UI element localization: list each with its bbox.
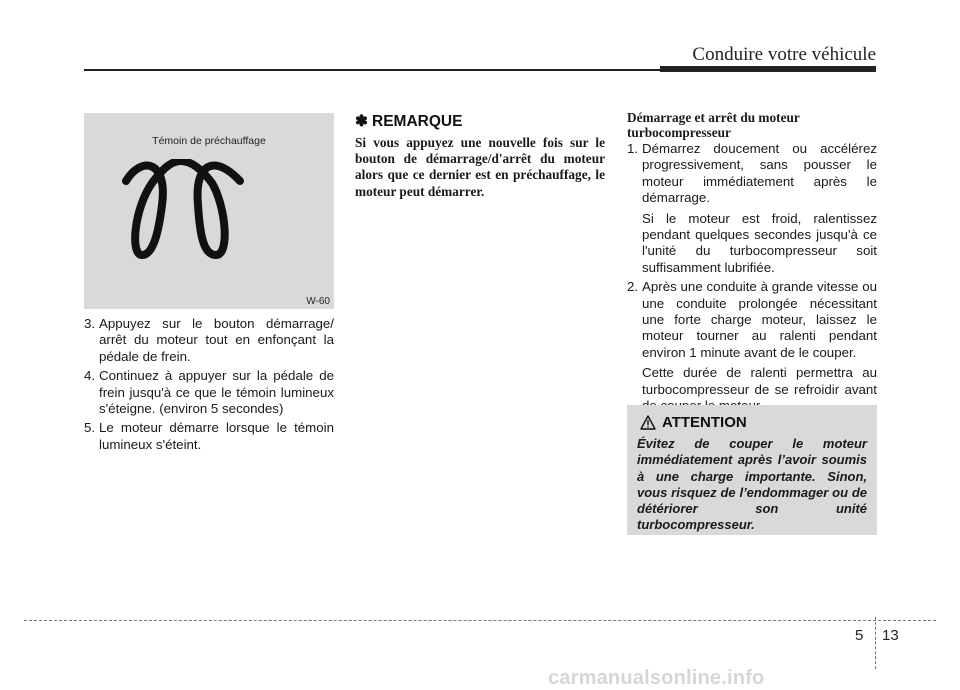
footer-divider: [875, 617, 876, 669]
watermark: carmanualsonline.info: [548, 667, 765, 689]
glow-plug-indicator-icon: [120, 159, 298, 259]
list-item: [84, 420, 334, 453]
start-steps-list: [84, 316, 334, 453]
step-text: Démarrez doucement ou accélérez progressivement, sans pousser le moteur immédiatement après le démarrage.: [642, 141, 877, 206]
page-header-title: Conduire votre véhicule: [692, 44, 876, 65]
step-text: Continuez à appuyer sur la pédale de frein jusqu'à ce que le témoin lumineux s'éteigne. (environ 5 secondes): [99, 368, 334, 417]
turbo-steps-list: [627, 141, 877, 415]
remark-heading: [355, 112, 605, 131]
step-number: 4.: [84, 368, 96, 384]
step-number: 2.: [627, 279, 639, 295]
turbo-section-heading: Démarrage et arrêt du moteur turbocompresseur: [627, 110, 800, 140]
warning-triangle-icon: [640, 415, 656, 430]
asterisk-icon: ✽: [355, 113, 368, 130]
list-item: [84, 316, 334, 365]
step-text: Appuyez sur le bouton démarrage/ arrêt du moteur tout en enfonçant la pédale de frein.: [99, 316, 334, 364]
header-rule-tab: [660, 66, 876, 72]
step-number: 5.: [84, 420, 96, 436]
remark-title: REMARQUE: [372, 112, 463, 130]
footer-rule: [24, 620, 936, 621]
step-text: Après une conduite à grande vitesse ou une conduite prolongée nécessitant une forte charge moteur, laissez le moteur tourner au ralenti pendant environ 1 minute avant de le couper.: [642, 279, 877, 360]
list-item: [627, 279, 877, 414]
figure-code: W-60: [306, 296, 330, 307]
list-item: [84, 368, 334, 417]
remark-box: [355, 112, 605, 200]
page-number: 13: [882, 627, 899, 644]
attention-text: Évitez de couper le moteur immédiatement après l’avoir soumis à une charge importante. Sinon, vous risquez de l’endommager ou de détériorer son unité turbocompresseur.: [637, 436, 867, 533]
remark-text: Si vous appuyez une nouvelle fois sur le bouton de démarrage/d'arrêt du moteur alors que ce dernier est en préchauffage, le moteur peut démarrer.: [355, 135, 605, 199]
chapter-number: 5: [855, 627, 864, 644]
attention-heading: [640, 414, 747, 431]
attention-box: [627, 405, 877, 535]
list-item: [627, 141, 877, 276]
step-text: Le moteur démarre lorsque le témoin lumineux s'éteint.: [99, 420, 334, 452]
glow-plug-figure: [84, 113, 334, 309]
attention-title: ATTENTION: [662, 414, 747, 431]
step-number: 3.: [84, 316, 96, 331]
step-number: 1.: [627, 141, 639, 156]
step-text: Cette durée de ralenti permettra au turbocompresseur de se refroidir avant: [642, 365, 877, 397]
step-text: Si le moteur est froid, ralentissez pendant quelques secondes jusqu'à ce l'unité du turbocompresseur soit suffisamment lubrifiée.: [642, 210, 877, 275]
figure-caption: Témoin de préchauffage: [152, 135, 266, 147]
